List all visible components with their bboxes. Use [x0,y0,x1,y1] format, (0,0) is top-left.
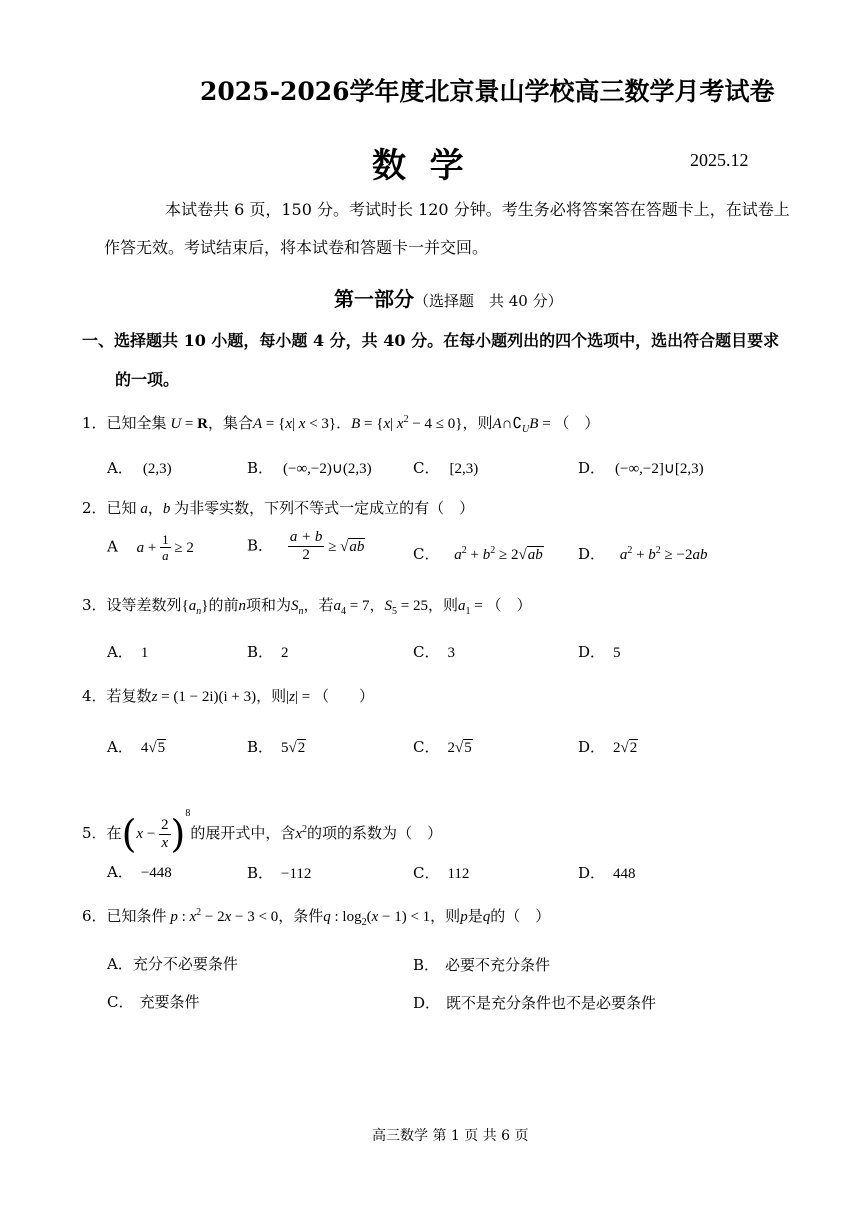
stem-text: 若复数 [106,687,152,705]
question-number: 2． [82,499,107,517]
answer-blank: （ ） [313,687,374,705]
question-3-option-d[interactable] [578,641,621,662]
question-1-option-c[interactable] [413,457,478,478]
option-label: D． [578,459,606,477]
option-label: C． [413,864,440,882]
stem-text: 的项的系数为 [307,824,398,842]
stem-text: 是 [467,907,483,925]
stem-text: 在 [106,824,122,842]
option-label: C． [413,545,440,563]
part-title: 第一部分 [334,287,414,311]
stem-text: 项和为 [245,596,291,614]
option-text: 112 [447,866,470,882]
stem-text: 已知全集 [106,414,167,432]
question-5-option-b[interactable] [247,862,311,883]
exam-title: 2025-2026学年度北京景山学校高三数学月考试卷 [200,77,775,106]
page-footer: 高三数学 第 1 页 共 6 页 [372,1128,529,1144]
question-2-option-a[interactable] [107,533,194,562]
question-2-option-b[interactable] [247,530,365,563]
question-6-option-c[interactable] [107,991,200,1012]
question-number: 4． [82,687,107,705]
option-math: 4√5 [140,740,166,756]
question-4-option-d[interactable] [578,736,638,757]
option-text: 3 [447,645,455,661]
question-4-option-b[interactable] [247,736,306,757]
stem-text: ，则 [430,907,461,925]
subject-title: 数 学 [372,146,464,186]
question-3-option-b[interactable] [247,641,289,662]
option-label: B． [247,459,274,477]
stem-text: 为非零实数，下列不等式一定成立的有 [174,499,430,517]
question-1-stem: 1．已知全集 U = R，集合A = {x| x < 3}．B = {x| $x^2 - 4 \le 0$}，则$A\cap∁_UB$ = （ ） [82,414,600,435]
answer-blank: （ ） [429,499,475,517]
stem-text: ，若 [303,596,334,614]
option-text: (−∞,−2)∪(2,3) [283,461,372,477]
option-label: D． [578,864,606,882]
stem-text: ，条件 [278,907,324,925]
question-number: 6． [82,907,107,925]
question-4-option-c[interactable] [413,736,473,757]
question-6-option-d[interactable] [413,992,656,1013]
option-text: (−∞,−2]∪[2,3) [615,461,704,477]
option-label: A [107,537,118,556]
option-text: 必要不充分条件 [445,956,551,974]
question-3-stem: 3．设等差数列$\{a_n\}$的前n项和为$S_n$，若$a_4 = 7$，$S_5 = 25$，则$a_1$ = （ ） [82,596,532,617]
answer-blank: （ ） [554,414,600,432]
stem-text: ，则 [427,596,458,614]
option-math: $\frac{a + b}{2}$ ≥ √ab [289,529,365,563]
instructions-line-1: 本试卷共 6 页，150 分。考试时长 120 分钟。考生务必将答案答在答题卡上，在试卷上 [165,200,790,219]
option-label: A． [107,643,133,661]
question-5-option-a[interactable] [107,861,172,882]
option-text: 既不是充分条件也不是必要条件 [446,994,657,1012]
stem-text: 的前 [208,596,239,614]
instructions-line-2: 作答无效。考试结束后，将本试卷和答题卡一并交回。 [104,238,489,257]
question-1-option-a[interactable] [107,457,172,478]
option-text: 5 [613,645,621,661]
question-2-stem: 2．已知 a，b 为非零实数，下列不等式一定成立的有（ ） [82,499,475,517]
option-math: 2√5 [447,740,472,756]
option-label: C． [413,459,440,477]
option-label: A． [107,863,133,881]
question-6-option-b[interactable] [413,954,550,975]
option-label: D． [413,994,441,1012]
question-1-option-b[interactable] [247,457,372,478]
option-text: 充要条件 [139,993,200,1011]
part-subtitle: （选择题 共 40 分） [414,292,563,310]
question-3-option-c[interactable] [413,641,455,662]
option-label: B． [247,738,274,756]
answer-blank: （ ） [397,824,443,842]
option-text: 1 [140,645,149,661]
option-text: 448 [613,866,636,882]
answer-blank: （ ） [486,596,532,614]
option-label: A． [107,459,133,477]
section-heading-line-2: 的一项。 [115,370,180,389]
option-text: −448 [140,865,172,881]
option-math: 2√2 [613,740,638,756]
stem-text: 设等差数列 [106,596,182,614]
option-label: B． [247,864,274,882]
option-label: A． [107,955,133,973]
option-math: 5√2 [281,740,306,756]
option-label: C． [107,993,134,1011]
stem-text: 的 [490,907,506,925]
option-label: C． [413,643,440,661]
option-text: 2 [281,645,289,661]
exam-date: 2025.12 [690,150,749,170]
question-6-option-a[interactable] [107,953,238,974]
option-math: a + $\frac{1}{a}$ ≥ 2 [136,532,194,563]
option-label: C． [413,738,440,756]
option-math: $a^2 + b^2 \ge 2√ab$ [454,545,543,563]
section-heading-line-1: 一、选择题共 10 小题，每小题 4 分，共 40 分。在每小题列出的四个选项中，选出符合题目要求 [82,331,780,350]
question-2-option-d[interactable] [578,543,707,564]
option-text: (2,3) [142,461,172,477]
question-number: 1． [82,414,107,432]
question-5-option-c[interactable] [413,862,469,883]
question-6-stem: 6．已知条件 p : $x^2 - 2x - 3 < 0$，条件q : $\log_2(x - 1) < 1$，则p是q的（ ） [82,907,551,928]
answer-blank: （ ） [505,907,551,925]
question-2-option-c[interactable] [413,543,544,564]
question-4-stem: 4．若复数z = (1 − 2i)(i + 3)，则|z| = （ ） [82,687,374,705]
stem-text: 的展开式中，含 [190,824,296,842]
option-label: D． [578,738,606,756]
question-4-option-a[interactable] [107,736,166,757]
question-5-option-d[interactable] [578,862,636,883]
stem-text: ，集合 [207,414,253,432]
option-text: 充分不必要条件 [132,955,238,973]
stem-text: ，则 [462,414,493,432]
option-text: [2,3) [449,461,479,477]
question-3-option-a[interactable] [107,641,148,662]
question-5-stem: 5．在(x − $\frac{2}{x}$ )$^8$的展开式中，含$x^2$的项的系数为（ ） [82,808,443,856]
math-expression: U [166,416,182,432]
part-heading [334,283,563,312]
stem-text: 已知条件 [106,907,167,925]
stem-text: 已知 [106,499,137,517]
question-number: 3． [82,596,107,614]
question-number: 5． [82,824,107,842]
option-label: D． [578,545,606,563]
option-label: B． [247,536,274,555]
option-label: D． [578,643,606,661]
option-math: $a^2 + b^2 \ge -2ab$ [619,545,708,563]
option-label: B． [413,956,440,974]
stem-text: ，则 [256,687,287,705]
option-label: A． [107,738,133,756]
option-text: −112 [281,866,312,882]
option-label: B． [247,643,274,661]
question-1-option-d[interactable] [578,457,704,478]
